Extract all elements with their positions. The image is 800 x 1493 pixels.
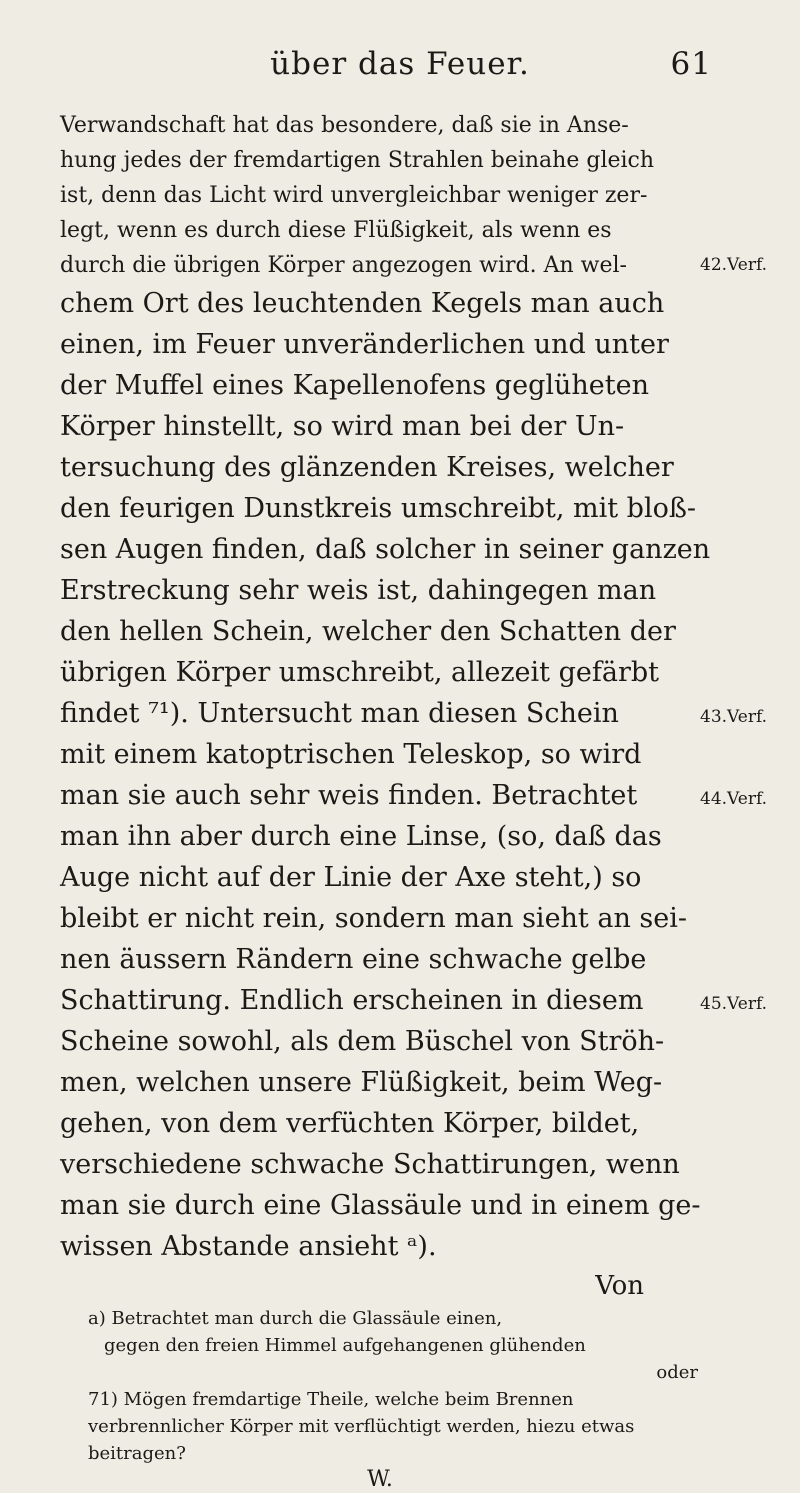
footnote-line: gegen den freien Himmel aufgehangenen glühenden — [104, 1335, 586, 1356]
text-line — [60, 529, 711, 570]
text-line-content: tersuchung des glänzenden Kreises, welcher — [60, 452, 674, 483]
text-line — [60, 406, 664, 447]
signature-mark: W. — [367, 1467, 393, 1492]
text-line-content: Schattirung. Endlich erscheinen in diesem — [60, 985, 644, 1016]
footnotes — [88, 1305, 728, 1467]
text-line-content: man sie durch eine Glassäule und in einem ge- — [60, 1190, 701, 1221]
text-line-content: chem Ort des leuchtenden Kegels man auch — [60, 288, 665, 319]
text-line — [60, 213, 664, 248]
text-line — [60, 108, 664, 143]
text-line — [60, 898, 688, 939]
text-line-content: mit einem katoptrischen Teleskop, so wird — [60, 739, 642, 770]
text-line-content: Scheine sowohl, als dem Büschel von Ströh- — [60, 1026, 665, 1057]
text-line — [60, 248, 768, 283]
margin-reference: 43.Verf. — [700, 707, 768, 727]
text-line-content: Verwandschaft hat das besondere, daß sie in Anse- — [60, 113, 629, 138]
text-line-content: bleibt er nicht rein, sondern man sieht an sei- — [60, 903, 688, 934]
text-line — [60, 939, 664, 980]
text-line-content: man ihn aber durch eine Linse, (so, daß das — [60, 821, 662, 852]
catchword: Von — [595, 1271, 644, 1301]
footnote-line: beitragen? — [88, 1443, 186, 1464]
footnote-line: verbrennlicher Körper mit verflüchtigt werden, hiezu etwas — [88, 1416, 635, 1437]
text-line-content: den feurigen Dunstkreis umschreibt, mit bloß- — [60, 493, 697, 524]
text-line-content: findet ⁷¹). Untersucht man diesen Schein — [60, 698, 619, 729]
footnote-line: oder — [656, 1362, 698, 1383]
text-line-content: den hellen Schein, welcher den Schatten der — [60, 616, 676, 647]
text-line — [60, 693, 768, 734]
text-line — [60, 324, 669, 365]
running-header — [60, 46, 740, 86]
text-line — [60, 857, 664, 898]
text-line — [60, 1185, 701, 1226]
margin-reference: 42.Verf. — [700, 255, 768, 275]
text-line-content: der Muffel eines Kapellenofens geglüheten — [60, 370, 649, 401]
text-line — [60, 611, 676, 652]
text-line — [60, 652, 664, 693]
text-line — [60, 980, 768, 1021]
text-line — [60, 365, 664, 406]
text-line — [60, 283, 664, 324]
text-line-content: wissen Abstande ansieht ᵃ). — [60, 1231, 437, 1262]
text-line-content: verschiedene schwache Schattirungen, wenn — [60, 1149, 680, 1180]
text-line-content: ist, denn das Licht wird unvergleichbar weniger zer- — [60, 183, 648, 208]
text-line-content: man sie auch sehr weis finden. Betrachtet — [60, 780, 638, 811]
text-line-content: übrigen Körper umschreibt, allezeit gefärbt — [60, 657, 659, 688]
body-text — [60, 108, 768, 1267]
text-line-content: gehen, von dem verfüchten Körper, bildet, — [60, 1108, 640, 1139]
text-line-content: durch die übrigen Körper angezogen wird. An wel- — [60, 253, 627, 278]
text-line-content: nen äussern Rändern eine schwache gelbe — [60, 944, 647, 975]
running-title: über das Feuer. — [270, 46, 530, 82]
margin-reference: 44.Verf. — [700, 789, 768, 809]
text-line-content: Auge nicht auf der Linie der Axe steht,) so — [60, 862, 642, 893]
text-line — [60, 816, 664, 857]
text-line-content: Erstreckung sehr weis ist, dahingegen man — [60, 575, 657, 606]
footnote-line: 71) Mögen fremdartige Theile, welche beim Brennen — [88, 1389, 574, 1410]
text-line-content: einen, im Feuer unveränderlichen und unter — [60, 329, 669, 360]
text-line — [60, 1062, 664, 1103]
text-line — [60, 734, 664, 775]
text-line — [60, 1226, 664, 1267]
text-line-content: hung jedes der fremdartigen Strahlen beinahe gleich — [60, 148, 655, 173]
text-line-content: Körper hinstellt, so wird man bei der Un- — [60, 411, 625, 442]
text-line — [60, 1144, 680, 1185]
text-line — [60, 488, 697, 529]
text-line-content: men, welchen unsere Flüßigkeit, beim Weg- — [60, 1067, 663, 1098]
margin-reference: 45.Verf. — [700, 994, 768, 1014]
text-line — [60, 178, 664, 213]
footnote-line: a) Betrachtet man durch die Glassäule einen, — [88, 1308, 503, 1329]
text-line — [60, 775, 768, 816]
text-line — [60, 1021, 664, 1062]
text-line-content: sen Augen finden, daß solcher in seiner ganzen — [60, 534, 711, 565]
text-line — [60, 570, 664, 611]
text-line — [60, 447, 674, 488]
text-line-content: legt, wenn es durch diese Flüßigkeit, als wenn es — [60, 218, 612, 243]
text-line — [60, 143, 664, 178]
text-line — [60, 1103, 664, 1144]
page-number: 61 — [670, 46, 712, 82]
